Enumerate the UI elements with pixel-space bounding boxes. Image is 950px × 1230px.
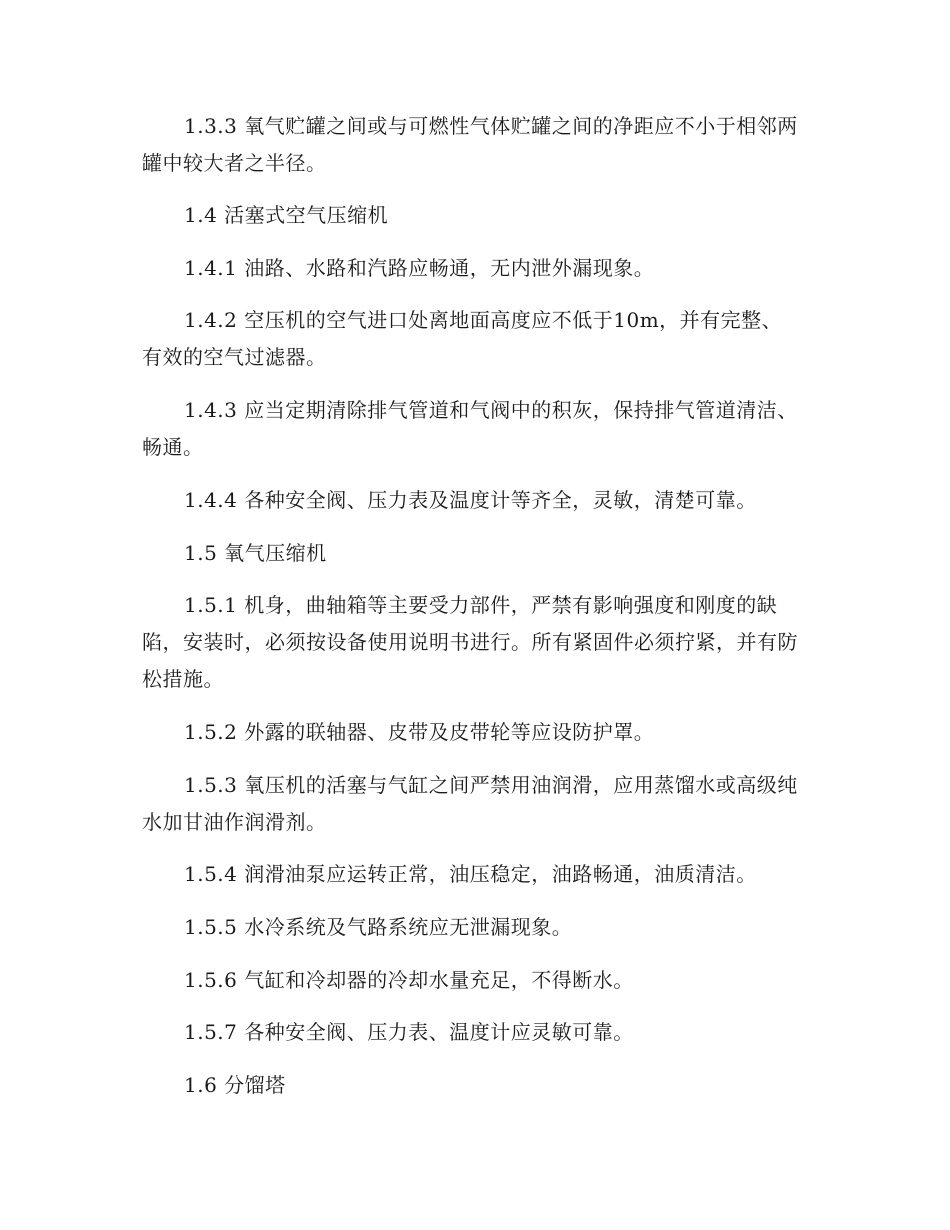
- clause-1-5-5: 1.5.5 水冷系统及气路系统应无泄漏现象。: [184, 915, 573, 939]
- clause-1-4-4: 1.4.4 各种安全阀、压力表及温度计等齐全，灵敏，清楚可靠。: [184, 488, 757, 512]
- clause-1-5-2: 1.5.2 外露的联轴器、皮带及皮带轮等应设防护罩。: [184, 720, 655, 744]
- clause-1-5-7: 1.5.7 各种安全阀、压力表、温度计应灵敏可靠。: [184, 1020, 634, 1044]
- clause-1-5-4: 1.5.4 润滑油泵应运转正常，油压稳定，油路畅通，油质清洁。: [184, 862, 757, 886]
- clause-1-5-3: 1.5.3 氧压机的活塞与气缸之间严禁用油润滑，应用蒸馏水或高级纯水加甘油作润滑剂。: [142, 773, 798, 834]
- section-1-4-heading: 1.4 活塞式空气压缩机: [184, 203, 389, 227]
- clause-1-5-1: 1.5.1 机身，曲轴箱等主要受力部件，严禁有影响强度和刚度的缺陷，安装时，必须按设备使用说明书进行。所有紧固件必须拧紧，并有防松措施。: [142, 593, 798, 691]
- clause-1-4-2: 1.4.2 空压机的空气进口处离地面高度应不低于10m，并有完整、有效的空气过滤器。: [142, 308, 783, 369]
- section-1-6-heading: 1.6 分馏塔: [184, 1073, 286, 1097]
- clause-1-3-3: 1.3.3 氧气贮罐之间或与可燃性气体贮罐之间的净距应不小于相邻两罐中较大者之半径。: [142, 114, 798, 175]
- clause-1-5-6: 1.5.6 气缸和冷却器的冷却水量充足，不得断水。: [184, 968, 634, 992]
- section-1-5-heading: 1.5 氧气压缩机: [184, 541, 327, 565]
- clause-1-4-1: 1.4.1 油路、水路和汽路应畅通，无内泄外漏现象。: [184, 256, 655, 280]
- clause-1-4-3: 1.4.3 应当定期清除排气管道和气阀中的积灰，保持排气管道清洁、畅通。: [142, 398, 798, 459]
